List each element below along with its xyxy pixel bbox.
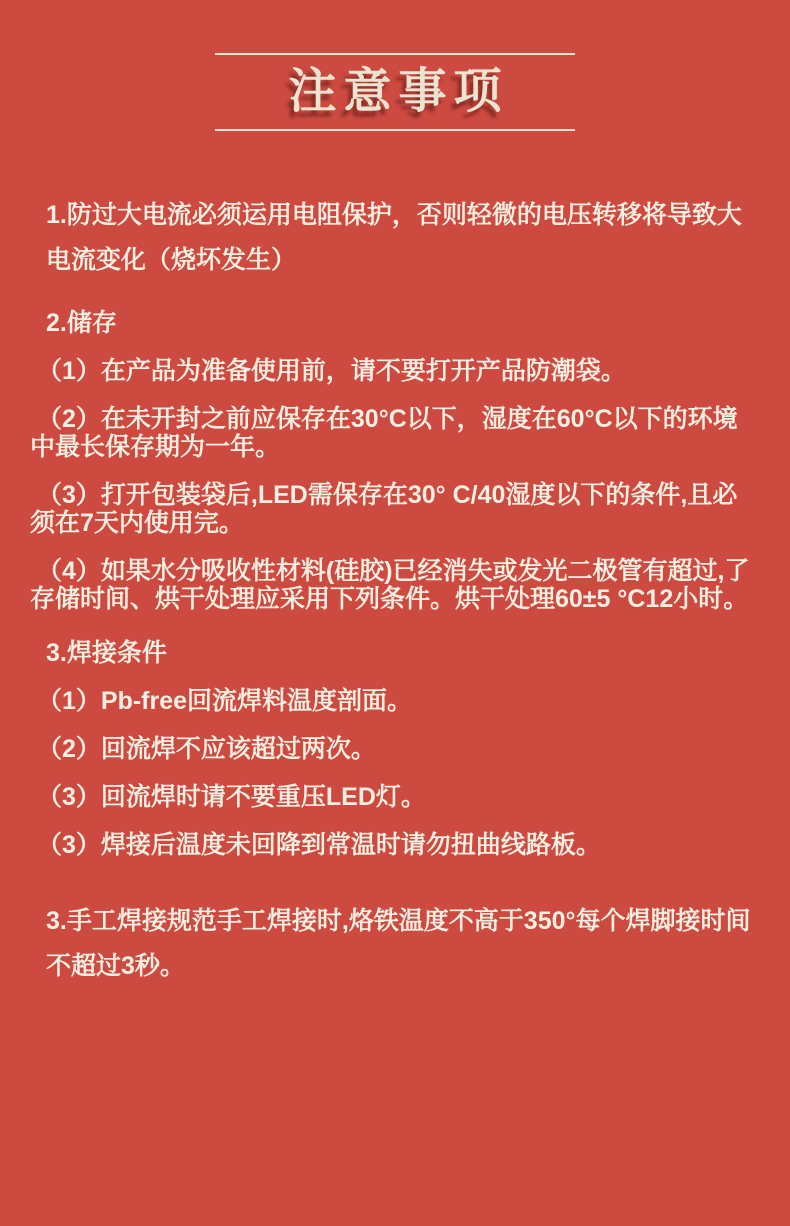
text-line: （3）打开包装袋后,LED需保存在30° C/40湿度以下的条件,且必 <box>37 481 738 509</box>
notice-paragraph <box>46 899 764 989</box>
text-line: 3.手工焊接规范手工焊接时,烙铁温度不高于350°每个焊脚接时间 <box>46 907 751 935</box>
text-line: 2.储存 <box>46 309 117 337</box>
notice-paragraph <box>30 735 764 763</box>
notice-paragraph <box>30 357 764 385</box>
section-heading <box>30 309 764 337</box>
text-line: （2）回流焊不应该超过两次。 <box>37 735 376 763</box>
text-line: （2）在未开封之前应保存在30°C以下，湿度在60°C以下的环境 <box>37 405 738 433</box>
text-line: 存储时间、烘干处理应采用下列条件。烘干处理60±5 °C12小时。 <box>30 585 749 613</box>
text-line: （4）如果水分吸收性材料(硅胶)已经消失或发光二极管有超过,了 <box>37 557 750 585</box>
text-line: 中最长保存期为一年。 <box>30 433 281 461</box>
notice-header <box>0 53 790 131</box>
text-line: 3.焊接条件 <box>46 639 167 667</box>
text-line: （3）焊接后温度未回降到常温时请勿扭曲线路板。 <box>37 831 601 859</box>
section-heading <box>30 639 764 667</box>
header-rule-bottom <box>215 129 575 131</box>
notice-paragraph <box>30 557 764 613</box>
text-line: 须在7天内使用完。 <box>30 509 244 537</box>
notice-body <box>0 193 790 989</box>
notice-paragraph <box>30 783 764 811</box>
page-title: 注意事项 <box>288 65 509 118</box>
notice-page <box>0 53 790 1226</box>
text-line: （1）Pb-free回流焊料温度剖面。 <box>37 687 413 715</box>
notice-paragraph <box>30 405 764 461</box>
text-line: （1）在产品为准备使用前，请不要打开产品防潮袋。 <box>37 357 626 385</box>
notice-paragraph <box>30 687 764 715</box>
notice-paragraph <box>30 481 764 537</box>
text-line: （3）回流焊时请不要重压LED灯。 <box>37 783 426 811</box>
text-line: 不超过3秒。 <box>46 952 185 980</box>
notice-paragraph <box>46 193 764 283</box>
notice-paragraph <box>30 831 764 859</box>
text-line: 1.防过大电流必须运用电阻保护，否则轻微的电压转移将导致大 <box>46 201 742 229</box>
text-line: 电流变化（烧坏发生） <box>46 246 297 274</box>
